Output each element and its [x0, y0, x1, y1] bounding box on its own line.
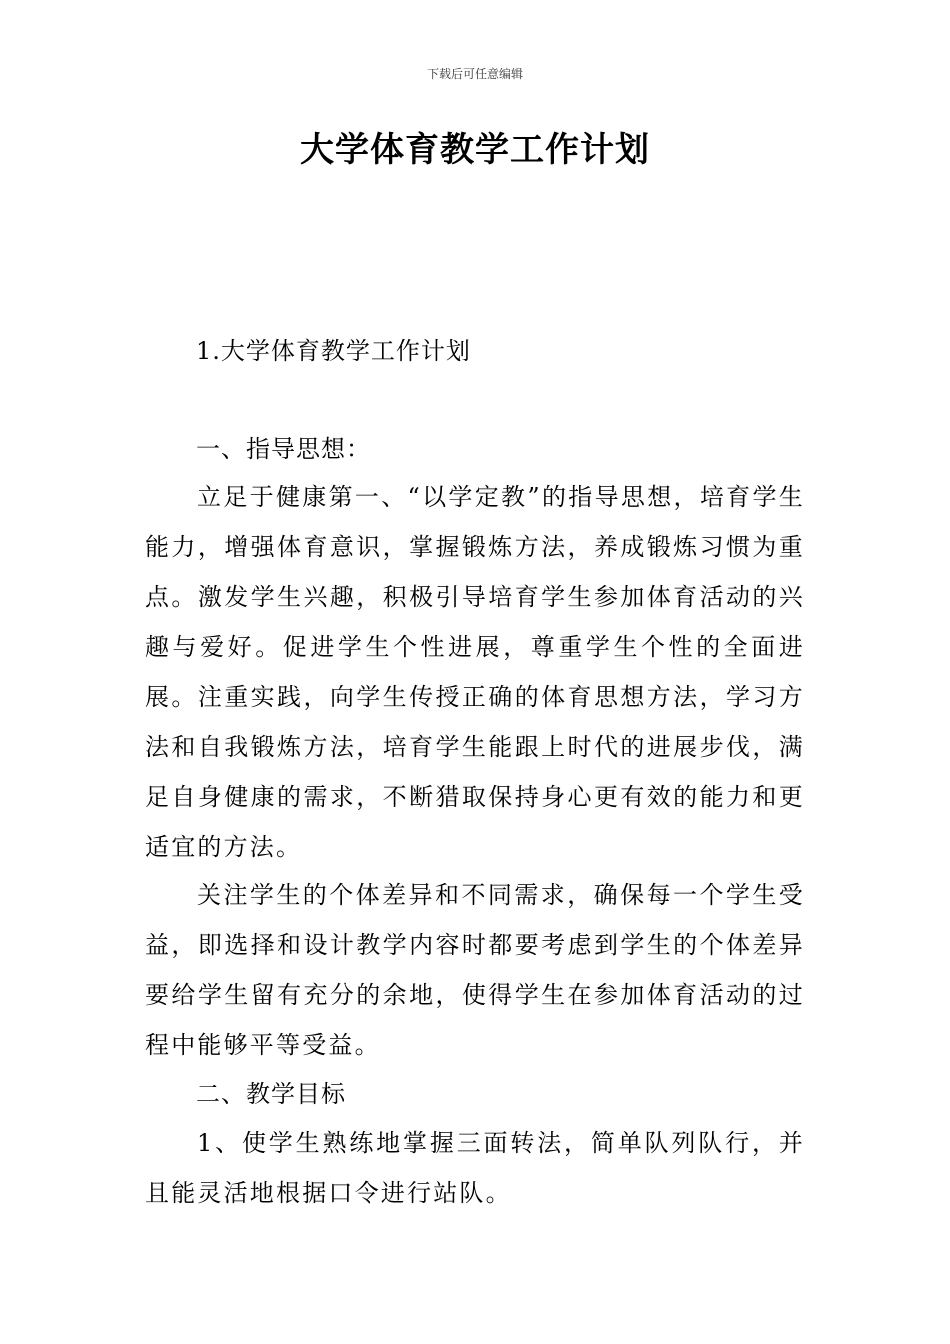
- body-paragraph: 1、使学生熟练地掌握三面转法，简单队列队行，并且能灵活地根据口令进行站队。: [145, 1129, 805, 1207]
- header-note: 下载后可任意编辑: [426, 67, 523, 81]
- body-paragraph: 立足于健康第一、“以学定教”的指导思想，培育学生能力，增强体育意识，掌握锻炼方法，养成锻炼习惯为重点。激发学生兴趣，积极引导培育学生参加体育活动的兴趣与爱好。促进学生个性进展，尊重学生个性的全面进展。注重实践，向学生传授正确的体育思想方法，学习方法和自我锻炼方法，培育学生能跟上时代的进展步伐，满足自身健康的需求，不断猎取保持身心更有效的能力和更适宜的方法。: [145, 483, 805, 861]
- section-heading-guiding-thought: 一、指导思想：: [196, 435, 371, 463]
- section-heading-teaching-goals: 二、教学目标: [196, 1080, 346, 1108]
- document-title: 大学体育教学工作计划: [300, 130, 650, 170]
- body-paragraph: 关注学生的个体差异和不同需求，确保每一个学生受益，即选择和设计教学内容时都要考虑到学生的个体差异要给学生留有充分的余地，使得学生在参加体育活动的过程中能够平等受益。: [145, 881, 805, 1059]
- document-subtitle: 1.大学体育教学工作计划: [196, 337, 471, 365]
